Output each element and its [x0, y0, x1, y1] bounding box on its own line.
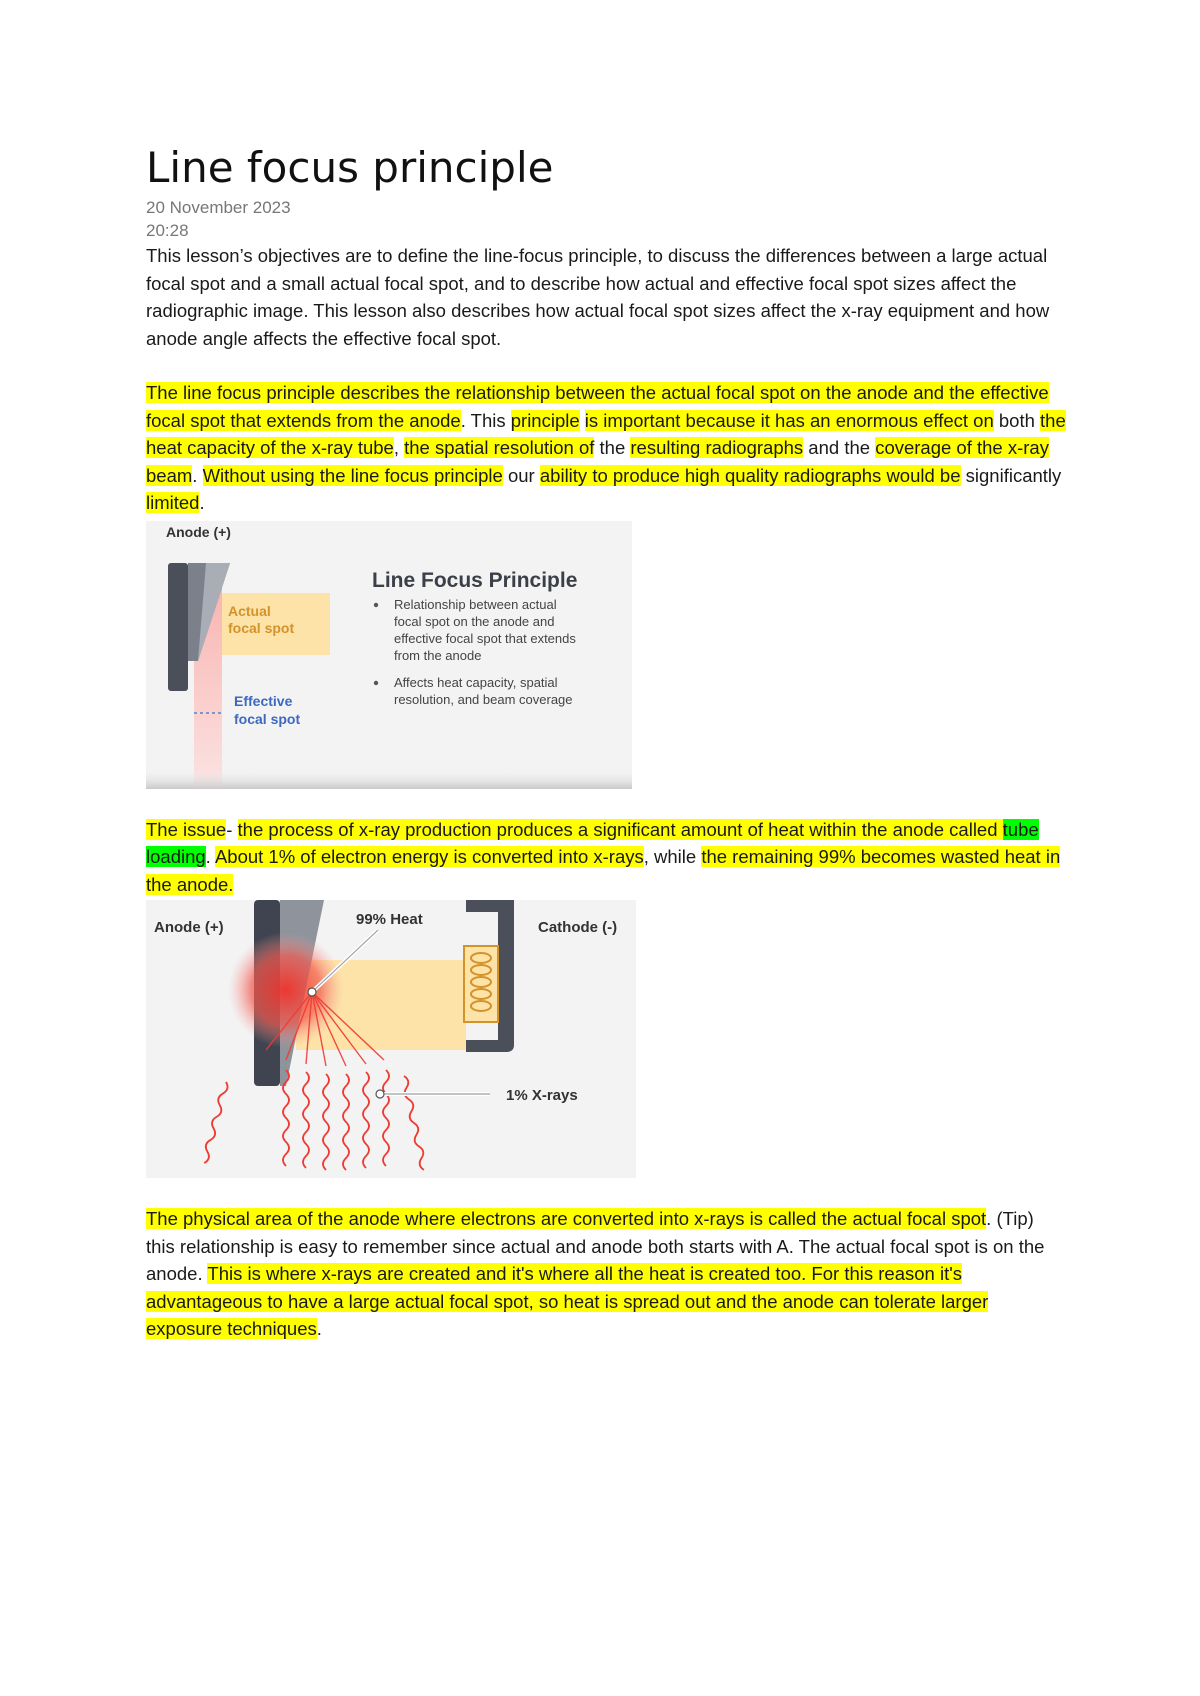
actual-focal-label-1: Actual [228, 602, 271, 619]
actual-focal-label-2: focal spot [228, 619, 295, 636]
heat-glow [228, 932, 344, 1048]
highlighted-text: This is where x-rays are created and it's where all the heat is created too. For this reason it's advantageous to have a large actual focal spot, so heat is spread out and the anode can tolerate larger exposure techniques [146, 1263, 989, 1339]
highlighted-text: principle [510, 409, 580, 431]
highlighted-text: the heat capacity of the x-ray tube [146, 409, 1066, 458]
cathode-label: Cathode (-) [538, 919, 618, 936]
effective-focal-label-2: focal spot [234, 710, 301, 727]
highlighted-text: process of x-ray production produces a significant amount of heat within the anode called [268, 818, 1003, 840]
effective-focal-label-1: Effective [234, 692, 293, 709]
highlighted-term: tube loading [146, 818, 1039, 867]
highlighted-text: ability to produce high quality radiographs would be [539, 464, 961, 486]
actual-focal-spot-paragraph [146, 1205, 1066, 1343]
text-run: and the [803, 437, 876, 458]
page-title: Line focus principle [146, 143, 554, 192]
text-run: both [993, 409, 1041, 431]
highlighted-text: The issue [146, 818, 227, 840]
text-run: our [502, 464, 540, 486]
note-date: 20 November 2023 [146, 198, 291, 217]
heat-xray-diagram [146, 900, 636, 1178]
bullet-1-line-2: focal spot on the anode and [394, 613, 555, 629]
text-run: . [199, 492, 205, 513]
highlighted-text: the remaining 99% becomes wasted heat in the anode. [146, 846, 1061, 895]
text-run: the [594, 437, 631, 458]
text-run: , [393, 437, 405, 458]
highlighted-text: About 1% of electron energy is converted into x-rays [214, 846, 644, 867]
highlighted-text: the [237, 818, 269, 840]
anode-label: Anode (+) [154, 919, 224, 936]
bullet-dot [374, 602, 378, 606]
highlighted-text: The physical area of the anode where electrons are converted into x-rays is called the actual focal spot [146, 1208, 987, 1229]
text-run: . This [460, 409, 511, 431]
bullet-1-line-4: from the anode [394, 647, 482, 663]
bullet-1-line-3: effective focal spot that extends [394, 630, 576, 646]
highlighted-text: is important because it has an enormous effect on [584, 409, 994, 431]
line-focus-diagram [146, 521, 632, 789]
text-run: , while [643, 846, 702, 867]
note-content [146, 140, 1066, 1343]
intro-paragraph: This lesson’s objectives are to define the line-focus principle, to discuss the differences between a large actual focal spot and a small actual focal spot, and to describe how actual and effective focal spot sizes affect the radiographic image. This lesson also describes how actual focal spot sizes affect the x-ray equipment and how anode angle affects the effective focal spot. [146, 245, 1050, 349]
bullet-1-line-1: Relationship between actual [394, 596, 557, 612]
note-time: 20:28 [146, 221, 189, 240]
text-run: . [316, 1318, 322, 1339]
highlighted-text: resulting radiographs [630, 437, 804, 458]
anode-body [168, 563, 188, 691]
text-run: . [192, 464, 203, 486]
text-run: significantly [960, 464, 1062, 486]
text-run: - [226, 818, 238, 840]
highlighted-text: coverage of the x-ray beam [146, 437, 1049, 486]
bullet-dot [374, 680, 378, 684]
tube-loading-paragraph [146, 816, 1066, 899]
highlighted-text: The line focus principle describes the relationship between the actual focal spot on the anode and the effective focal spot that extends from the anode [146, 382, 1049, 431]
bullet-2-line-2: resolution, and beam coverage [394, 691, 573, 707]
highlighted-text: the spatial resolution of [404, 437, 595, 458]
text-run: . [205, 846, 215, 867]
figure-heading: Line Focus Principle [372, 568, 578, 592]
highlighted-text: Without using the line focus principle [202, 464, 503, 486]
anode-label: Anode (+) [166, 523, 231, 540]
highlighted-text: limited [146, 492, 200, 513]
line-focus-paragraph [146, 379, 1066, 517]
xray-label: 1% X-rays [506, 1087, 578, 1104]
bullet-2-line-1: Affects heat capacity, spatial [394, 674, 558, 690]
heat-label: 99% Heat [356, 911, 423, 928]
text-run: . (Tip) this relationship is easy to remember since actual and anode both starts with A. The actual focal spot is on the anode. [146, 1208, 1045, 1284]
